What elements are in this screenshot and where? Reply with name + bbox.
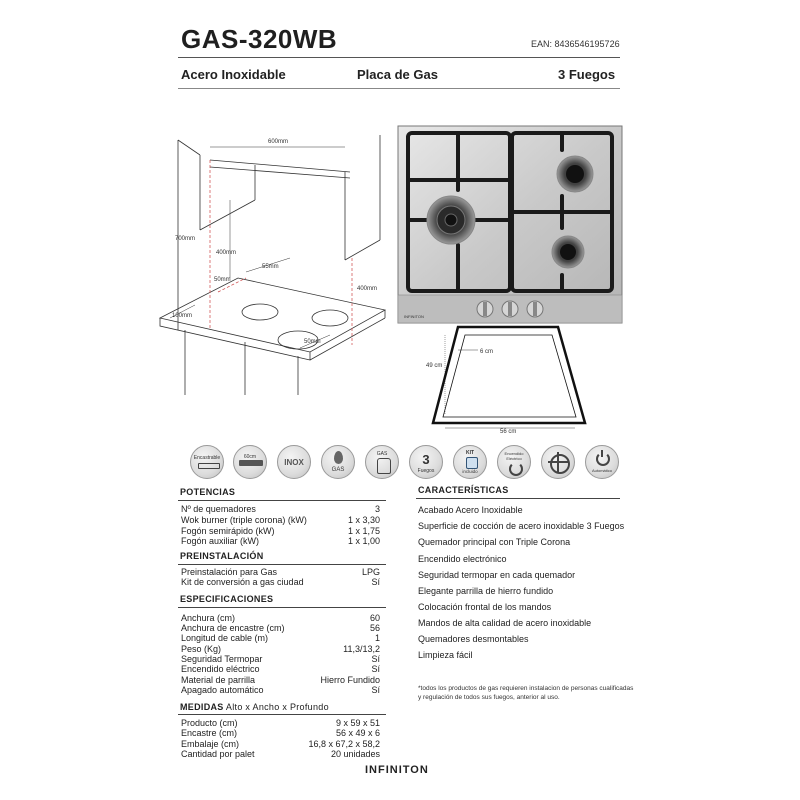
list-item: Quemador principal con Triple Corona (418, 537, 571, 547)
table-row: Cantidad por palet 20 unidades (181, 749, 380, 759)
feature-icons (190, 445, 612, 485)
conversion-kit-icon: KIT incluido (453, 445, 487, 479)
potencias-divider (178, 500, 386, 501)
dim-600: 600mm (268, 139, 289, 145)
especificaciones-divider (178, 607, 386, 608)
cast-iron-grid-icon (541, 445, 575, 479)
dim-400-right: 400mm (357, 286, 378, 292)
built-in-icon: Encastrable (190, 445, 224, 479)
table-row: Fogón semirápido (kW) 1 x 1,75 (181, 526, 380, 536)
cutout-49: 49 cm (426, 363, 443, 369)
list-item: Quemadores desmontables (418, 634, 529, 644)
width-60cm-icon: 60cm (233, 445, 267, 479)
knobs (477, 301, 543, 317)
table-row: Preinstalación para Gas LPG (181, 567, 380, 577)
table-row: Apagado automático Sí (181, 685, 380, 695)
list-item: Superficie de cocción de acero inoxidable 3 Fuegos (418, 521, 625, 531)
table-row: Kit de conversión a gas ciudad Sí (181, 577, 380, 587)
table-row: Longitud de cable (m) 1 (181, 633, 380, 643)
material-label: Acero Inoxidable (181, 67, 286, 82)
product-type-label: Placa de Gas (357, 67, 438, 82)
table-row: Encendido eléctrico Sí (181, 664, 380, 674)
three-burners-icon: 3 Fuegos (409, 445, 443, 479)
table-row: Peso (Kg) 11,3/13,2 (181, 644, 380, 654)
section-title-caracteristicas: CARACTERÍSTICAS (418, 485, 509, 495)
list-item: Colocación frontal de los mandos (418, 602, 552, 612)
table-row: Anchura de encastre (cm) 56 (181, 623, 380, 633)
list-item: Mandos de alta calidad de acero inoxidable (418, 618, 592, 628)
list-item: Acabado Acero Inoxidable (418, 505, 523, 515)
list-item: Seguridad termopar en cada quemador (418, 570, 576, 580)
cutout-56: 56 cm (500, 429, 517, 435)
gas-icon: GAS (321, 445, 355, 479)
table-row: Wok burner (triple corona) (kW) 1 x 3,30 (181, 515, 380, 525)
dim-700: 700mm (175, 236, 196, 242)
section-title-medidas: MEDIDAS Alto x Ancho x Profundo (180, 702, 329, 712)
section-title-preinstalacion: PREINSTALACIÓN (180, 551, 264, 561)
section-title-potencias: POTENCIAS (180, 487, 236, 497)
table-row: Encastre (cm) 56 x 49 x 6 (181, 728, 380, 738)
table-row: Producto (cm) 9 x 59 x 51 (181, 718, 380, 728)
auto-off-icon: Automático (585, 445, 619, 479)
list-item: Elegante parrilla de hierro fundido (418, 586, 554, 596)
electric-ignition-icon: Encendido Eléctrico (497, 445, 531, 479)
table-row: Embalaje (cm) 16,8 x 67,2 x 58,2 (181, 739, 380, 749)
table-row: Fogón auxiliar (kW) 1 x 1,00 (181, 536, 380, 546)
list-item: Limpieza fácil (418, 650, 473, 660)
table-row: Material de parrilla Hierro Fundido (181, 675, 380, 685)
brand-logo: INFINITON (365, 764, 429, 776)
dim-400-left: 400mm (216, 250, 237, 256)
dim-50b: 50mm (304, 339, 321, 345)
model-title: GAS-320WB (181, 24, 338, 54)
cutout-diagram (433, 327, 585, 428)
cutout-6: 6 cm (480, 349, 494, 355)
hob-top-view (398, 126, 622, 323)
preinstalacion-divider (178, 564, 386, 565)
ean-code: EAN: 8436546195726 (531, 39, 620, 49)
dim-50: 50mm (214, 277, 231, 283)
caracteristicas-divider (416, 498, 620, 499)
inox-icon: INOX (277, 445, 311, 479)
gas-lpg-icon: GAS (365, 445, 399, 479)
plate-brand: INFINITON (404, 314, 424, 319)
table-row: Anchura (cm) 60 (181, 613, 380, 623)
dim-55: 55mm (262, 264, 279, 270)
list-item: Encendido electrónico (418, 554, 507, 564)
burners-label: 3 Fuegos (558, 67, 616, 82)
installation-note: *todos los productos de gas requieren instalacion de personas cualificadas y regulación de todos sus fuegos, anterior al uso. (418, 685, 634, 701)
dim-100: 100mm (172, 313, 193, 319)
section-title-especificaciones: ESPECIFICACIONES (180, 594, 274, 604)
table-row: Nº de quemadores 3 (181, 504, 380, 514)
table-row: Seguridad Termopar Sí (181, 654, 380, 664)
medidas-divider (178, 714, 386, 715)
